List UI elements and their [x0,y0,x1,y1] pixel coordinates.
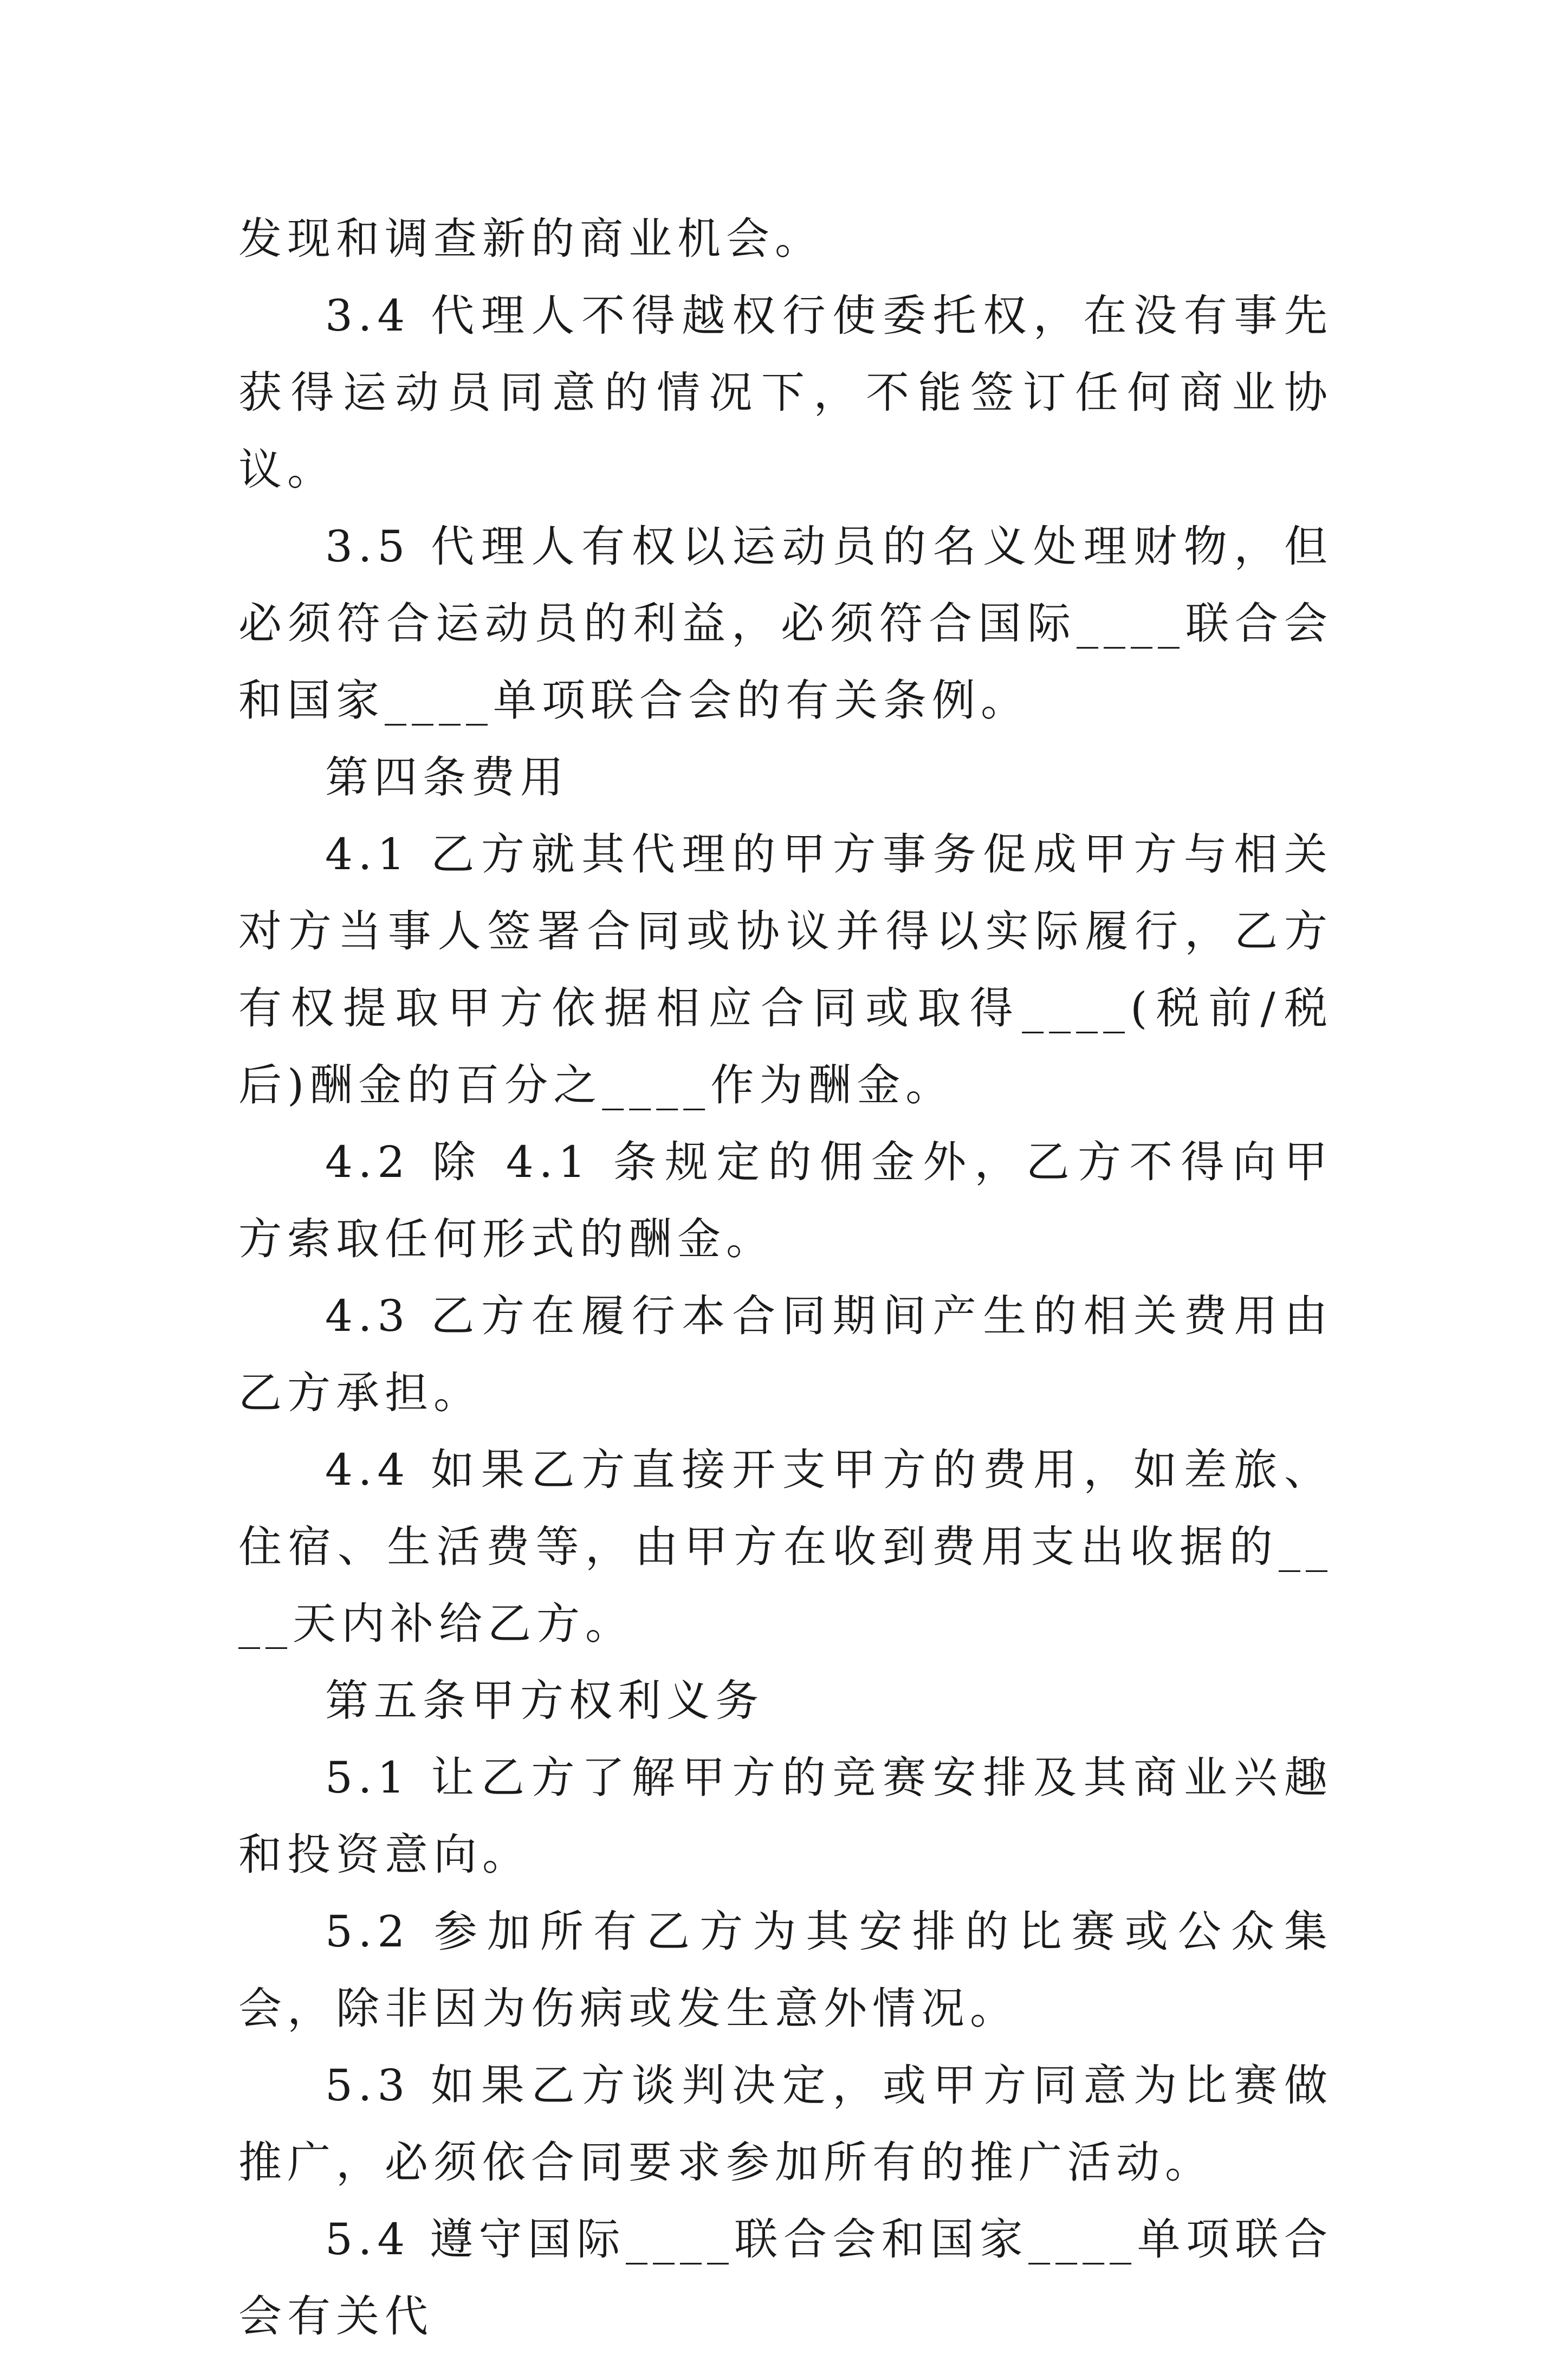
article-4-heading: 第四条费用 [325,752,569,803]
clause-3-4: 3.4 代理人不得越权行使委托权，在没有事先获得运动员同意的情况下，不能签订任何商业协议。 [238,290,1333,495]
article-5-heading: 第五条甲方权利义务 [325,1675,764,1726]
clause-4-2: 4.2 除 4.1 条规定的佣金外，乙方不得向甲方索取任何形式的酬金。 [238,1137,1333,1264]
clause-4-3: 4.3 乙方在履行本合同期间产生的相关费用由乙方承担。 [238,1291,1333,1418]
clause-4-1: 4.1 乙方就其代理的甲方事务促成甲方与相关对方当事人签署合同或协议并得以实际履行，乙方有权提取甲方依据相应合同或取得____(税前/税后)酬金的百分之____作为酬金。 [238,829,1333,1110]
clause-5-4: 5.4 遵守国际____联合会和国家____单项联合会有关代 [238,2214,1333,2341]
clause-5-2: 5.2 参加所有乙方为其安排的比赛或公众集会，除非因为伤病或发生意外情况。 [238,1906,1333,2034]
paragraph-continuation: 发现和调查新的商业机会。 [238,213,824,264]
clause-5-1: 5.1 让乙方了解甲方的竞赛安排及其商业兴趣和投资意向。 [238,1752,1333,1880]
clause-4-4: 4.4 如果乙方直接开支甲方的费用，如差旅、住宿、生活费等，由甲方在收到费用支出收据的____天内补给乙方。 [238,1445,1333,1649]
document-body [238,200,1333,2355]
clause-3-5: 3.5 代理人有权以运动员的名义处理财物，但必须符合运动员的利益，必须符合国际____联合会和国家____单项联合会的有关条例。 [238,521,1333,726]
clause-5-3: 5.3 如果乙方谈判决定，或甲方同意为比赛做推广，必须依合同要求参加所有的推广活动。 [238,2060,1333,2188]
